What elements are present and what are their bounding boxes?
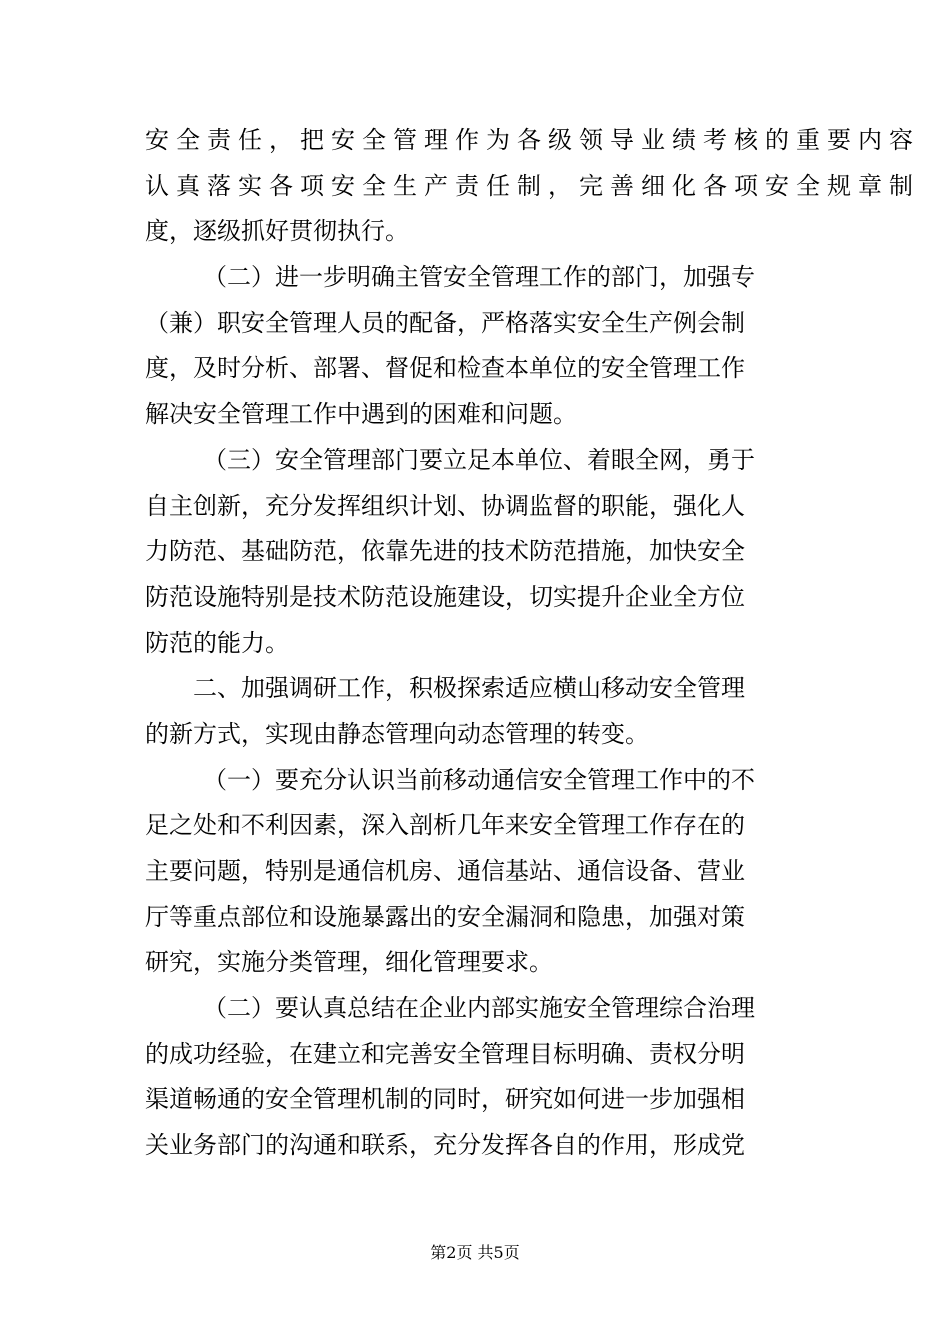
text-line: 防范设施特别是技术防范设施建设，切实提升企业全方位 [145, 582, 745, 611]
page-number-label: 第2页 共5页 [430, 1243, 520, 1262]
text-line: 厅等重点部位和设施暴露出的安全漏洞和隐患，加强对策 [145, 902, 745, 931]
text-line: 解决安全管理工作中遇到的困难和问题。 [145, 400, 577, 429]
text-line: （兼）职安全管理人员的配备，严格落实安全生产例会制 [145, 308, 745, 337]
text-line: 自主创新，充分发挥组织计划、协调监督的职能，强化人 [145, 491, 745, 520]
text-line: 度，及时分析、部署、督促和检查本单位的安全管理工作 [145, 354, 745, 383]
text-line: 认真落实各项安全生产责任制，完善细化各项安全规章制 [145, 171, 920, 200]
text-line: 防范的能力。 [145, 628, 289, 657]
text-line: 足之处和不利因素，深入剖析几年来安全管理工作存在的 [145, 811, 745, 840]
text-line: 力防范、基础防范，依靠先进的技术防范措施，加快安全 [145, 537, 745, 566]
text-line: 的新方式，实现由静态管理向动态管理的转变。 [145, 719, 649, 748]
section-heading: 二、加强调研工作，积极探索适应横山移动安全管理 [193, 674, 745, 703]
text-line: 关业务部门的沟通和联系，充分发挥各自的作用，形成党 [145, 1131, 745, 1160]
text-line: （二）要认真总结在企业内部实施安全管理综合治理 [203, 994, 755, 1023]
text-line: 研究，实施分类管理，细化管理要求。 [145, 948, 553, 977]
document-body [145, 118, 920, 1169]
text-line: （三）安全管理部门要立足本单位、着眼全网，勇于 [203, 445, 755, 474]
text-line: 主要问题，特别是通信机房、通信基站、通信设备、营业 [145, 857, 745, 885]
text-line: 的成功经验，在建立和完善安全管理目标明确、责权分明 [145, 1039, 745, 1068]
text-line: （二）进一步明确主管安全管理工作的部门，加强专 [203, 263, 755, 292]
page-footer [0, 1240, 950, 1263]
text-line: 安全责任，把安全管理作为各级领导业绩考核的重要内容 [145, 126, 920, 154]
text-line: 渠道畅通的安全管理机制的同时，研究如何进一步加强相 [145, 1085, 745, 1114]
text-line: （一）要充分认识当前移动通信安全管理工作中的不 [203, 765, 755, 794]
text-line: 度，逐级抓好贯彻执行。 [145, 217, 409, 246]
